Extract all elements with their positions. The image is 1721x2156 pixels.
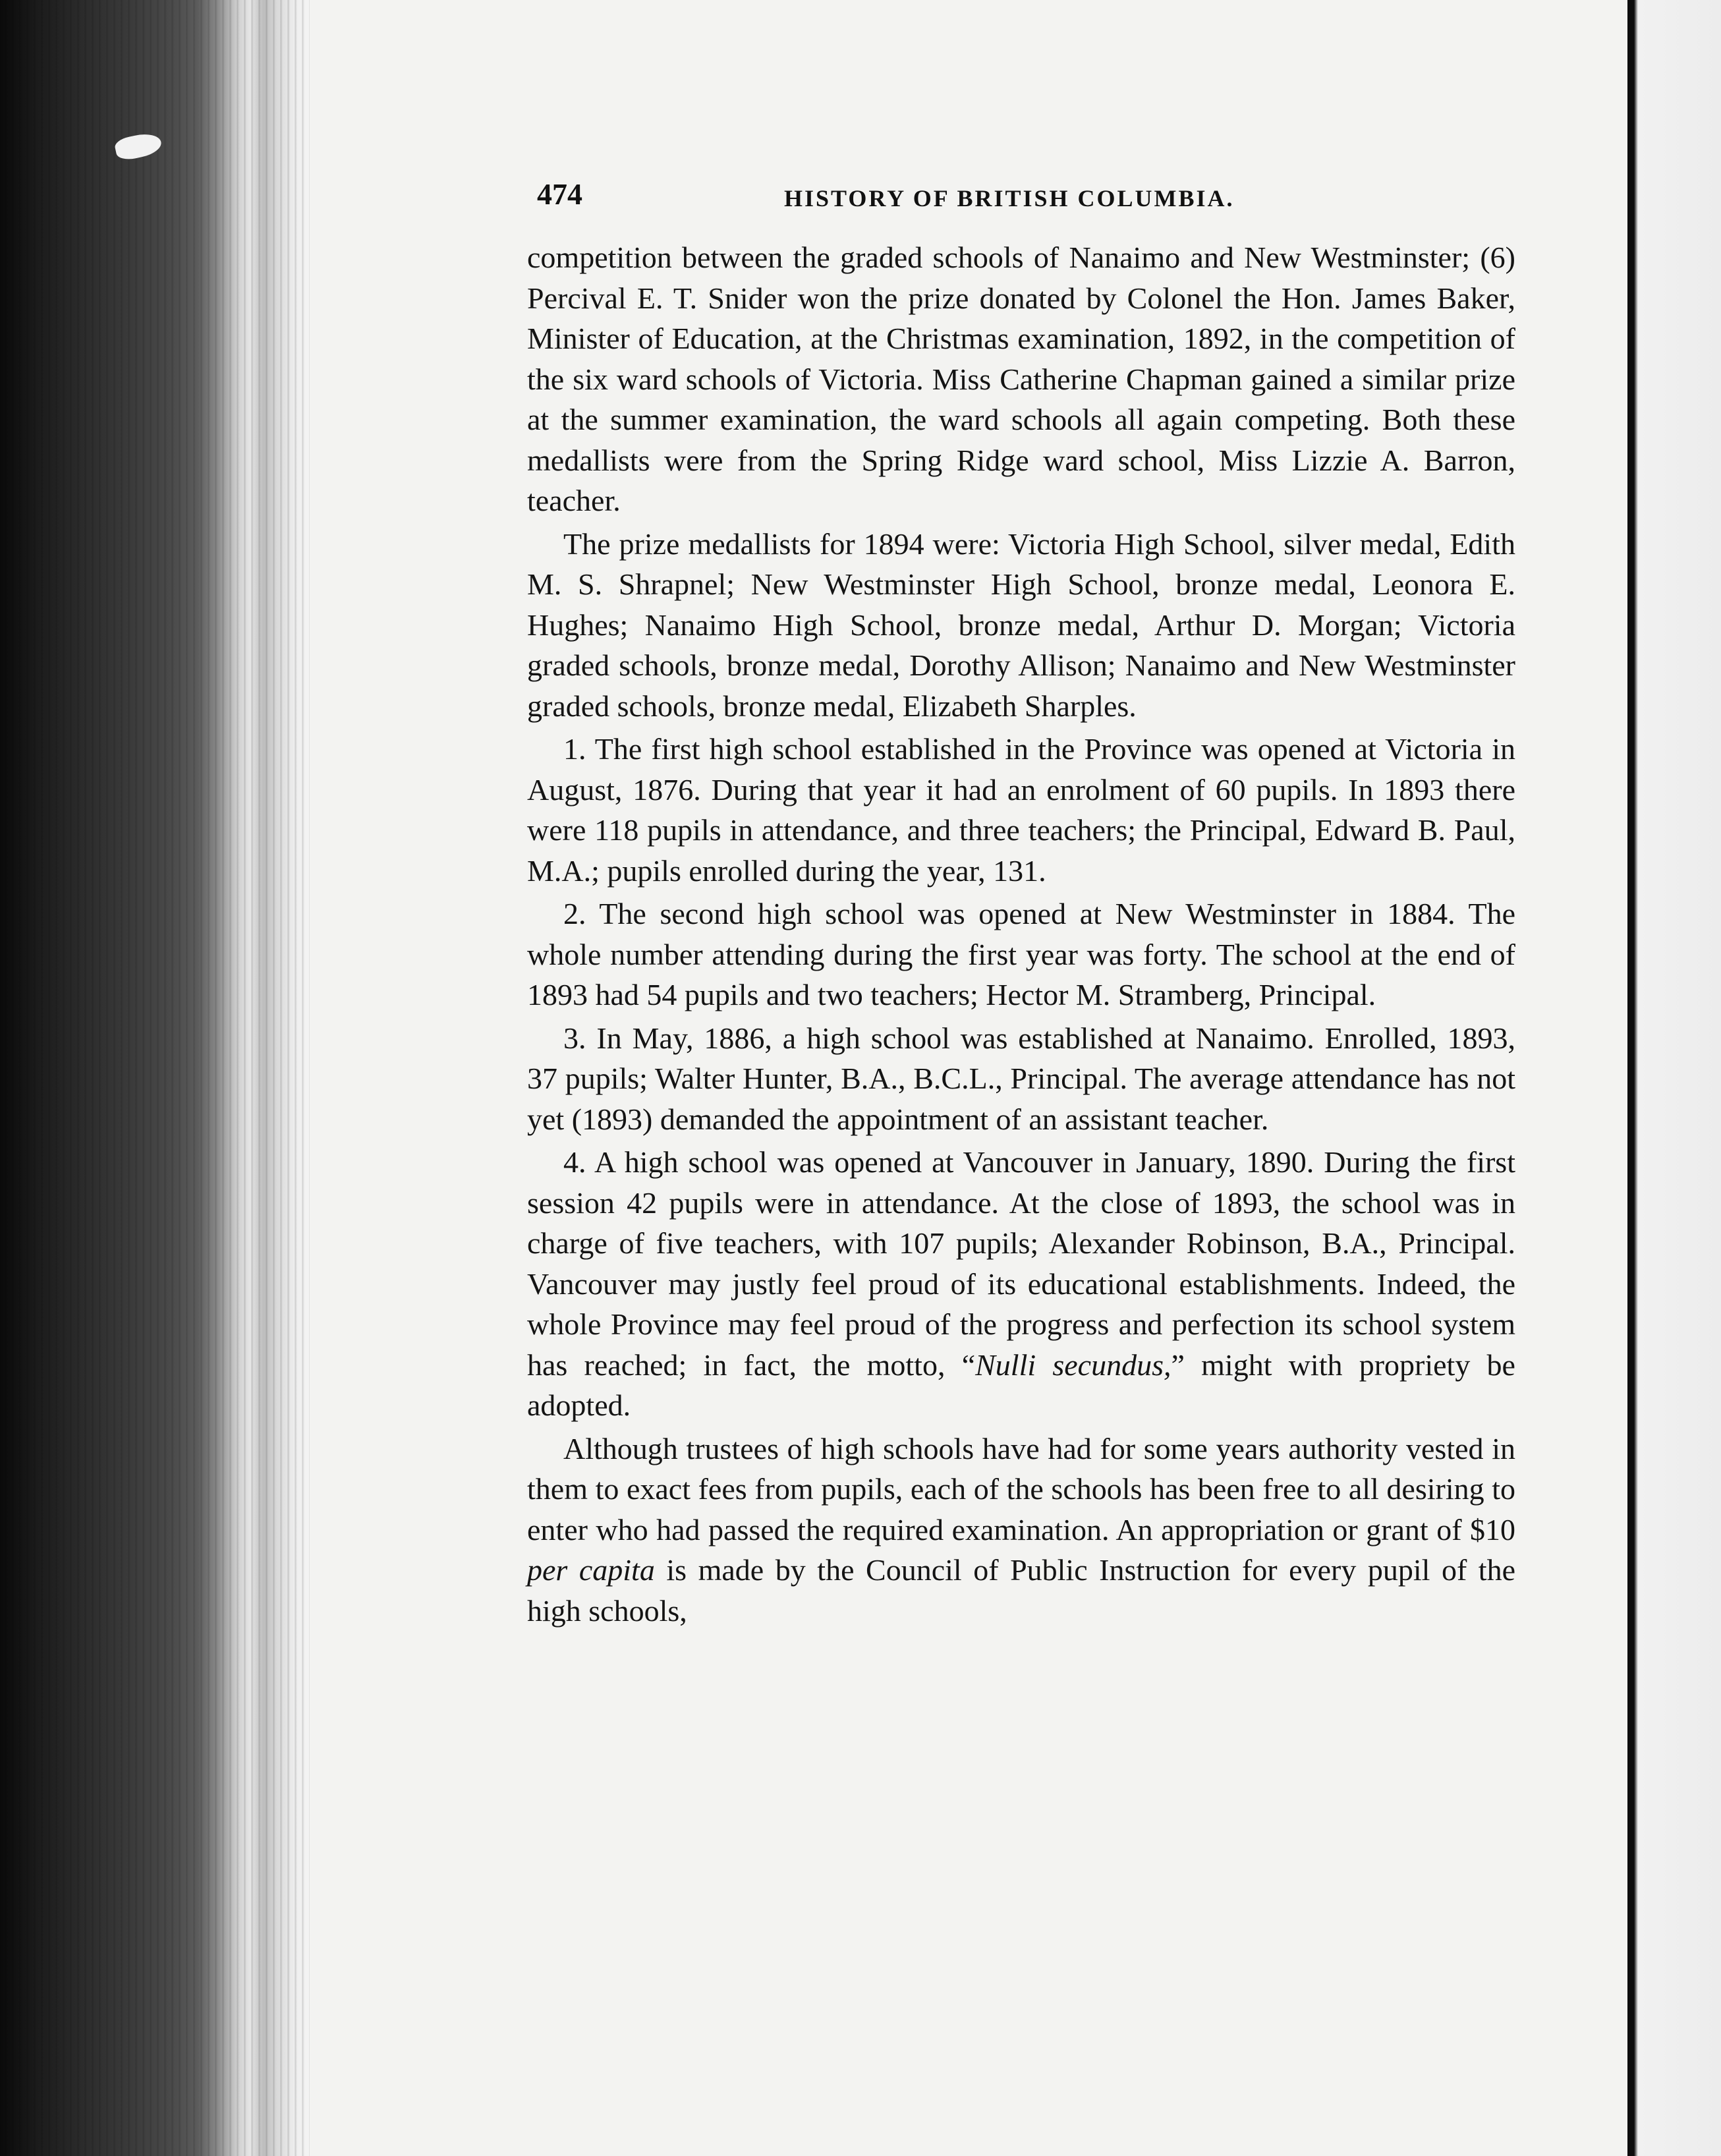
- gutter-shadow-streaks: [0, 0, 310, 2156]
- paragraph-prize-medallists: The prize medallists for 1894 were: Victoria High School, silver medal, Edith M. S. Shrapnel; New Westminster High School, bronze medal, Leonora E. Hughes; Nanaimo High School, bronze medal, Arthur D. Morgan; Victoria graded schools, bronze medal, Dorothy Allison; Nanaimo and New Westminster graded schools, bronze medal, Elizabeth Sharples.: [527, 526, 1515, 723]
- paragraph-continuation: competition between the graded schools of Nanaimo and New Westminster; (6) Percival E. T. Snider won the prize donated by Colonel the Hon. James Baker, Minister of Education, at the Christmas examination, 1892, in the competition of the six ward schools of Victoria. Miss Catherine Chapman gained a similar prize at the summer examination, the ward schools all again competing. Both these medallists were from the Spring Ridge ward school, Miss Lizzie A. Barron, teacher.: [527, 241, 1515, 517]
- paragraph-note-1: 1. The first high school established in the Province was opened at Victoria in August, 1876. During that year it had an enrolment of 60 pupils. In 1893 there were 118 pupils in attendance, and three teachers; the Principal, Edward B. Paul, M.A.; pupils enrolled during the year, 131.: [527, 732, 1515, 888]
- body-text: [527, 237, 1515, 1631]
- running-title: HISTORY OF BRITISH COLUMBIA.: [784, 185, 1235, 212]
- right-page-edge: [1627, 0, 1721, 2156]
- latin-phrase: per capita: [527, 1553, 655, 1587]
- fees-text: Although trustees of high schools have had for some years authority vested in them to exact fees from pupils, each of the schools has been free to all desiring to enter who had passed the required examination. An appropriation or grant of $10: [527, 1431, 1515, 1546]
- paragraph-note-3: 3. In May, 1886, a high school was established at Nanaimo. Enrolled, 1893, 37 pupils; Walter Hunter, B.A., B.C.L., Principal. The average attendance has not yet (1893) demanded the appointment of an assistant teacher.: [527, 1021, 1515, 1136]
- page-header: [537, 177, 1479, 223]
- note-4-text-end: ” might with propriety be adopted.: [527, 1348, 1515, 1422]
- paragraph-note-2: 2. The second high school was opened at New Westminster in 1884. The whole number attending during the first year was forty. The school at the end of 1893 had 54 pupils and two teachers; Hector M. Stramberg, Principal.: [527, 897, 1515, 1011]
- motto-text: Nulli secundus,: [975, 1348, 1171, 1382]
- paragraph-fees: [527, 1429, 1515, 1631]
- fees-text-end: is made by the Council of Public Instruction for every pupil of the high schools,: [527, 1553, 1516, 1628]
- note-4-text: 4. A high school was opened at Vancouver in January, 1890. During the first session 42 pupils were in attendance. At the close of 1893, the school was in charge of five teachers, with 107 pupils; Alexander Robinson, B.A., Principal. Vancouver may justly feel proud of its educational establishments. Indeed, the whole Province may feel proud of the progress and perfection its school system has reached; in fact, the motto, “: [527, 1145, 1515, 1382]
- paragraph-note-4: [527, 1142, 1515, 1426]
- page-number: 474: [537, 177, 582, 211]
